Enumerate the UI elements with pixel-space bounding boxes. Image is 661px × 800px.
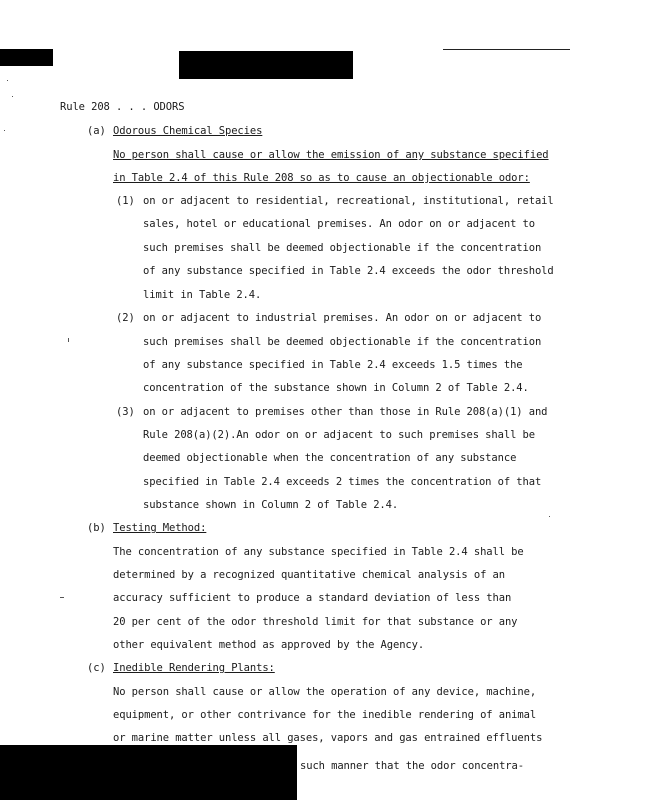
section-a-intro-line: No person shall cause or allow the emission of any substance specified xyxy=(113,149,549,161)
item-3-line: on or adjacent to premises other than those in Rule 208(a)(1) and xyxy=(143,406,548,418)
section-c-line: equipment, or other contrivance for the inedible rendering of animal xyxy=(113,709,537,721)
section-b-line: determined by a recognized quantitative chemical analysis of an xyxy=(113,569,505,581)
section-a-title: Odorous Chemical Species xyxy=(113,125,263,137)
item-1-marker: (1) xyxy=(116,195,135,207)
scan-speck xyxy=(4,130,5,131)
item-3-line: Rule 208(a)(2).An odor on or adjacent to such premises shall be xyxy=(143,429,535,441)
item-1-line: of any substance specified in Table 2.4 exceeds the odor threshold xyxy=(143,265,554,277)
item-2-line: such premises shall be deemed objectionable if the concentration xyxy=(143,336,542,348)
section-b-marker: (b) xyxy=(87,522,106,534)
section-b-line: other equivalent method as approved by the Agency. xyxy=(113,639,425,651)
section-c-line: or marine matter unless all gases, vapors and gas entrained effluents xyxy=(113,732,543,744)
scan-speck xyxy=(68,338,69,342)
item-3-line: deemed objectionable when the concentration of any substance xyxy=(143,452,517,464)
item-2-line: of any substance specified in Table 2.4 exceeds 1.5 times the xyxy=(143,359,523,371)
scan-speck xyxy=(12,96,13,97)
redaction-block-top-left xyxy=(0,49,53,66)
rule-heading: Rule 208 . . . ODORS xyxy=(60,101,185,113)
item-1-line: sales, hotel or educational premises. An odor on or adjacent to xyxy=(143,218,535,230)
item-3-marker: (3) xyxy=(116,406,135,418)
item-2-line: on or adjacent to industrial premises. An odor on or adjacent to xyxy=(143,312,542,324)
item-3-line: specified in Table 2.4 exceeds 2 times the concentration of that xyxy=(143,476,542,488)
section-a-intro-line: in Table 2.4 of this Rule 208 so as to cause an objectionable odor: xyxy=(113,172,530,184)
item-3-line: substance shown in Column 2 of Table 2.4. xyxy=(143,499,399,511)
scan-speck xyxy=(7,80,8,81)
section-c-line: such manner that the odor concentra- xyxy=(300,760,524,772)
item-1-line: such premises shall be deemed objectionable if the concentration xyxy=(143,242,542,254)
item-2-marker: (2) xyxy=(116,312,135,324)
section-c-line: No person shall cause or allow the operation of any device, machine, xyxy=(113,686,537,698)
section-b-line: accuracy sufficient to produce a standard deviation of less than xyxy=(113,592,512,604)
redaction-block-bottom xyxy=(0,745,297,800)
section-c-title: Inedible Rendering Plants: xyxy=(113,662,275,674)
redaction-block-top-center xyxy=(179,51,353,79)
item-1-line: limit in Table 2.4. xyxy=(143,289,262,301)
section-b-line: 20 per cent of the odor threshold limit for that substance or any xyxy=(113,616,518,628)
scan-speck xyxy=(549,516,550,517)
section-c-marker: (c) xyxy=(87,662,106,674)
section-b-title: Testing Method: xyxy=(113,522,207,534)
scan-speck xyxy=(60,597,64,598)
section-a-marker: (a) xyxy=(87,125,106,137)
item-1-line: on or adjacent to residential, recreational, institutional, retail xyxy=(143,195,554,207)
item-2-line: concentration of the substance shown in Column 2 of Table 2.4. xyxy=(143,382,529,394)
section-b-line: The concentration of any substance specified in Table 2.4 shall be xyxy=(113,546,524,558)
header-rule-line xyxy=(443,49,570,50)
